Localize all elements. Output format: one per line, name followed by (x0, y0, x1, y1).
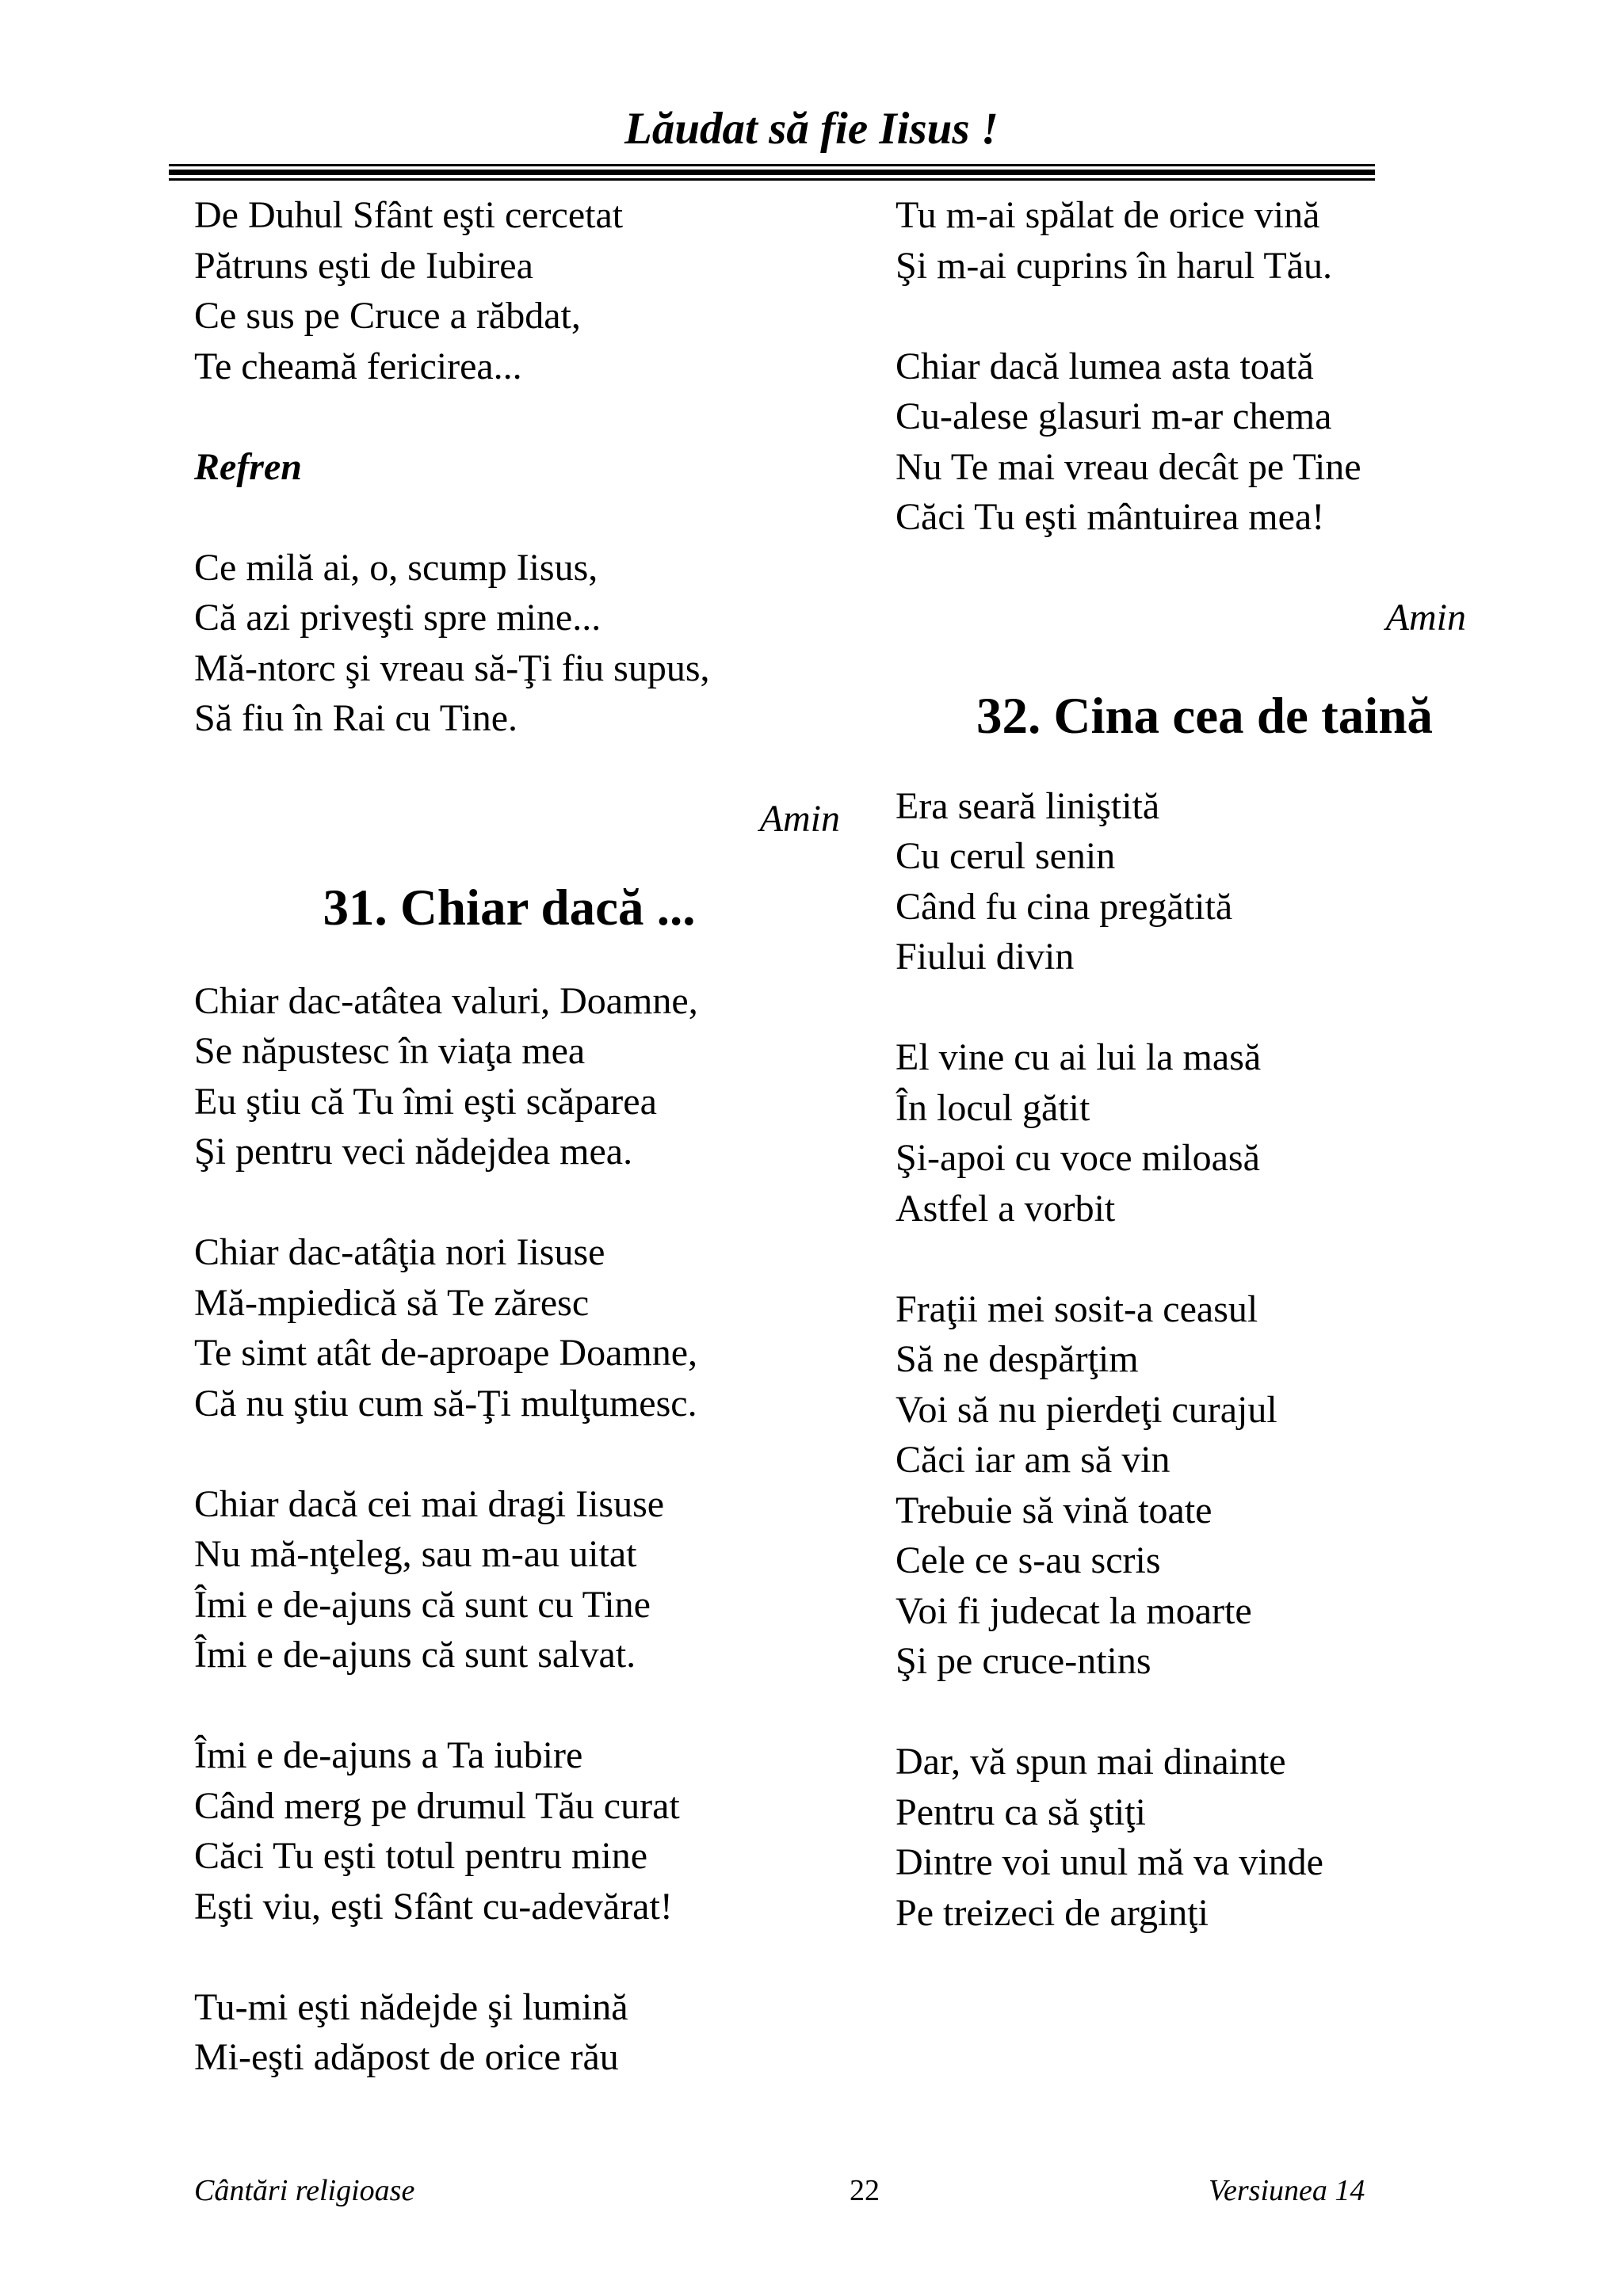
song-title: 31. Chiar dacă ... (323, 879, 696, 936)
verse-line: Mă-ntorc şi vreau să-Ţi fiu supus, (194, 646, 710, 689)
verse-line: Chiar dac-atâţia nori Iisuse (194, 1231, 605, 1273)
verse-line: Tu-mi eşti nădejde şi lumină (194, 1985, 628, 2028)
amin-label: Amin (759, 798, 840, 840)
verse-line: Te simt atât de-aproape Doamne, (194, 1332, 698, 1374)
verse-line: Pe treizeci de arginţi (896, 1891, 1209, 1934)
verse-line: Căci Tu eşti mântuirea mea! (896, 496, 1325, 538)
verse-line: Eu ştiu că Tu îmi eşti scăparea (194, 1080, 657, 1123)
verse-line: Şi pentru veci nădejdea mea. (194, 1131, 633, 1173)
stanza (896, 341, 1466, 543)
verse-line: Şi-apoi cu voce miloasă (896, 1137, 1260, 1179)
verse-line: El vine cu ai lui la masă (896, 1036, 1262, 1078)
right-column (896, 190, 1466, 1938)
verse-line: Îmi e de-ajuns că sunt salvat. (194, 1634, 636, 1676)
verse-line: Ce milă ai, o, scump Iisus, (194, 546, 598, 589)
footer-version: Versiunea 14 (1209, 2174, 1365, 2207)
song-title: 32. Cina cea de taină (976, 687, 1433, 745)
amin-label: Amin (1385, 597, 1466, 639)
verse-line: Cu-alese glasuri m-ar chema (896, 395, 1332, 437)
verse-line: Când merg pe drumul Tău curat (194, 1784, 680, 1827)
stanza (194, 976, 840, 1177)
verse-line: Şi m-ai cuprins în harul Tău. (896, 244, 1333, 287)
verse-line: Şi pe cruce-ntins (896, 1640, 1151, 1682)
verse-line: Îmi e de-ajuns a Ta iubire (194, 1734, 583, 1776)
header-rule-thick (169, 170, 1375, 175)
verse-line: Nu mă-nţeleg, sau m-au uitat (194, 1533, 637, 1575)
verse-line: Pătruns eşti de Iubirea (194, 244, 533, 287)
verse-line: Voi fi judecat la moarte (896, 1589, 1252, 1632)
verse-line: Să fiu în Rai cu Tine. (194, 697, 518, 739)
refrain-stanza (194, 543, 840, 744)
verse-line: Nu Te mai vreau decât pe Tine (896, 445, 1361, 488)
verse-line: Pentru ca să ştiţi (896, 1791, 1146, 1833)
verse-line: Căci iar am să vin (896, 1439, 1170, 1481)
verse-line: Te cheamă fericirea... (194, 345, 522, 387)
verse-line: Eşti viu, eşti Sfânt cu-adevărat! (194, 1885, 673, 1928)
stanza (194, 1730, 840, 1932)
page-header-title: Lăudat să fie Iisus ! (624, 104, 999, 154)
verse-line: Dintre voi unul mă va vinde (896, 1841, 1323, 1883)
verse-line: Se năpustesc în viaţa mea (194, 1030, 586, 1072)
verse-line: Fraţii mei sosit-a ceasul (896, 1287, 1258, 1330)
header-rule-bottom (169, 178, 1375, 181)
verse-line: Trebuie să vină toate (896, 1489, 1212, 1531)
footer-page-number: 22 (850, 2174, 880, 2207)
stanza (194, 190, 840, 391)
verse-line: Că azi priveşti spre mine... (194, 597, 601, 639)
refrain-label: Refren (194, 445, 302, 488)
verse-line: Căci Tu eşti totul pentru mine (194, 1835, 647, 1877)
stanza (896, 1032, 1466, 1234)
verse-line: Cele ce s-au scris (896, 1539, 1161, 1581)
verse-line: Să ne despărţim (896, 1338, 1139, 1380)
stanza (896, 190, 1466, 291)
stanza (896, 1284, 1466, 1687)
verse-line: Tu m-ai spălat de orice vină (896, 194, 1320, 236)
stanza (896, 1737, 1466, 1938)
verse-line: Mă-mpiedică să Te zăresc (194, 1281, 590, 1324)
verse-line: Astfel a vorbit (896, 1187, 1116, 1230)
verse-line: Când fu cina pregătită (896, 885, 1233, 928)
verse-line: Era seară liniştită (896, 784, 1160, 827)
verse-line: Îmi e de-ajuns că sunt cu Tine (194, 1583, 651, 1626)
verse-line: Voi să nu pierdeţi curajul (896, 1388, 1277, 1431)
stanza (194, 1227, 840, 1428)
verse-line: Chiar dac-atâtea valuri, Doamne, (194, 979, 698, 1022)
stanza (896, 781, 1466, 982)
verse-line: Fiului divin (896, 936, 1075, 978)
stanza (194, 1982, 840, 2083)
verse-line: De Duhul Sfânt eşti cercetat (194, 194, 624, 236)
verse-line: Dar, vă spun mai dinainte (896, 1741, 1286, 1783)
verse-line: Mi-eşti adăpost de orice rău (194, 2036, 619, 2078)
verse-line: Ce sus pe Cruce a răbdat, (194, 295, 581, 337)
left-column (194, 190, 840, 2083)
footer-book-title: Cântări religioase (194, 2174, 415, 2207)
verse-line: Chiar dacă lumea asta toată (896, 345, 1314, 387)
verse-line: În locul gătit (896, 1086, 1090, 1129)
verse-line: Că nu ştiu cum să-Ţi mulţumesc. (194, 1382, 697, 1425)
verse-line: Chiar dacă cei mai dragi Iisuse (194, 1482, 665, 1525)
stanza (194, 1479, 840, 1680)
header-rule-top (169, 164, 1375, 166)
verse-line: Cu cerul senin (896, 835, 1116, 877)
